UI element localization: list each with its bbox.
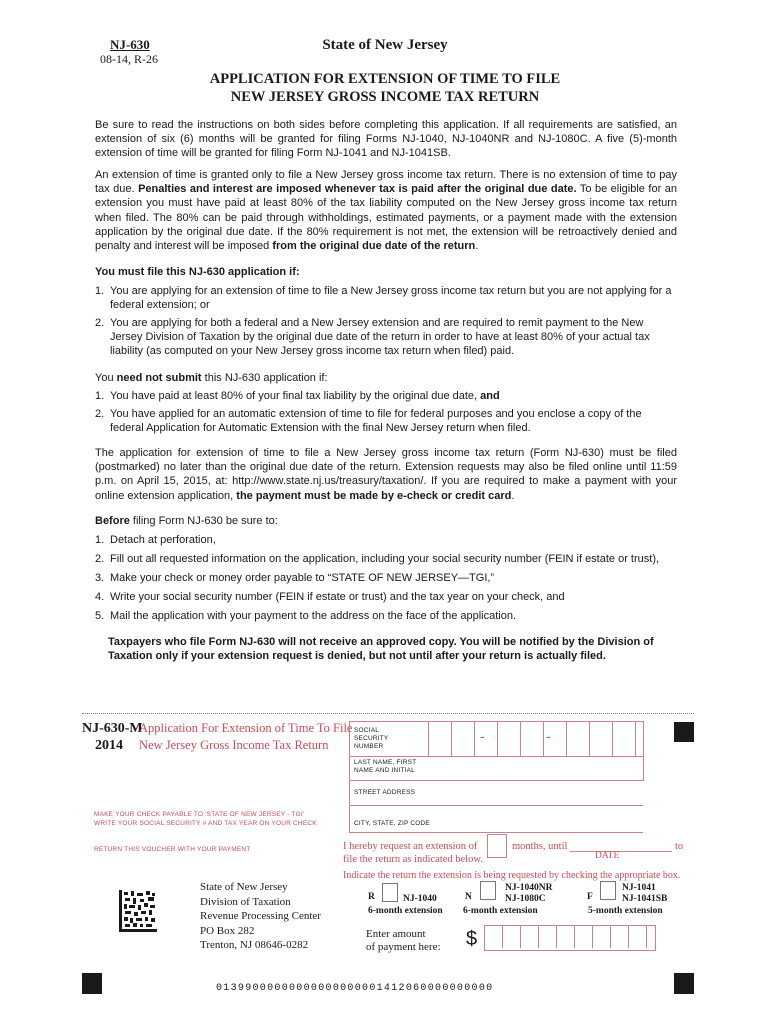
p2-bold-penalties: Penalties and interest are imposed whenever tax is paid after the original due date. xyxy=(138,183,577,196)
2d-barcode-icon xyxy=(119,890,157,932)
online-filing-paragraph xyxy=(95,446,677,503)
option-n-letter: N xyxy=(465,892,472,902)
online-end: . xyxy=(511,489,515,502)
need-not-item-2 xyxy=(95,407,677,435)
must-file-item-2 xyxy=(95,316,677,359)
item-number: 1. xyxy=(95,390,105,402)
amount-input[interactable] xyxy=(484,925,656,951)
before-item-2: 2. Fill out all requested information on the application, including your social security number (FEIN if estate or trust), xyxy=(95,552,677,566)
approval-notice: Taxpayers who file Form NJ-630 will not receive an approved copy. You will be notified by the Division of Taxation only if your extension request is denied, but not until after your return is actually filed. xyxy=(108,636,654,663)
need-not-heading xyxy=(95,371,677,385)
item-text: Fill out all requested information on the application, including your social security number (FEIN if estate or trust), xyxy=(110,553,660,565)
voucher-form-number: NJ-630-M xyxy=(82,721,143,736)
option-f-period: 5-month extension xyxy=(588,906,663,916)
voucher-title: Application For Extension of Time To File xyxy=(139,721,353,735)
option-f-form-2: NJ-1041SB xyxy=(622,894,668,904)
before-heading xyxy=(95,514,677,528)
ssn-label: SOCIAL SECURITY NUMBER xyxy=(354,727,389,750)
p2-text-c: To be eligible for an extension you must have paid at least 80% of the tax liability computed on the New Jersey gross income tax return when filed. The 80% can be paid through withholdings, estimated payments, or a payment made with the extension application by the original due date. If the 80% requirement is not met, the extension will be retroactively denied and penalty and interest will be imposed xyxy=(95,183,677,253)
intro-paragraph: Be sure to read the instructions on both sides before completing this application. If all requirements are satisfied, an extension of six (6) months will be granted for filing Forms NJ-1040, NJ-1040NR and NJ-1080C. A five (5)-month extension of time will be granted for filing Form NJ-1041 and NJ-1041SB. xyxy=(95,119,677,160)
amount-label-1: Enter amount xyxy=(366,928,426,940)
before-item-5: 5. Mail the application with your payment to the address on the face of the application. xyxy=(95,609,677,623)
date-input[interactable] xyxy=(570,851,672,852)
online-text: The application for extension of time to file a New Jersey gross income tax return (Form NJ-630) must be filed (postmarked) no later than the original due date of the return. Extension requests may also be filed online until 11:59 p.m. on April 15, 2015, at: http://www.state.nj.us/treasury/taxation/. If you are required to make a payment with your online extension application, xyxy=(95,447,677,502)
need-not-item-1 xyxy=(95,389,677,403)
before-item-1: 1. Detach at perforation, xyxy=(95,533,677,547)
city-field[interactable] xyxy=(349,806,643,833)
item-text: You are applying for an extension of time to file a New Jersey gross income tax return but you are not applying for a federal extension; or xyxy=(110,285,672,312)
option-r-checkbox[interactable] xyxy=(382,883,398,902)
ssn-dash-1: - xyxy=(480,728,485,744)
option-r-form: NJ-1040 xyxy=(403,894,437,904)
ssn-digit-boxes[interactable] xyxy=(428,722,643,756)
title-line-2: NEW JERSEY GROSS INCOME TAX RETURN xyxy=(230,89,540,105)
mailing-address xyxy=(200,880,321,953)
must-file-item-1 xyxy=(95,284,677,312)
item-number: 1. xyxy=(95,285,105,297)
need-not-bold: need not submit xyxy=(116,372,202,384)
item-text: You have applied for an automatic extension of time to file for federal purposes and you enclose a copy of the federal Application for Automatic Extension with the final New Jersey return when filed. xyxy=(110,408,642,435)
address-line: State of New Jersey xyxy=(200,881,288,893)
option-r-letter: R xyxy=(368,892,375,902)
p2-text-a: An extension of time is granted only to file a New Jersey gross income tax return. There is no extension of time to pay tax due. xyxy=(95,169,677,196)
option-n-period: 6-month extension xyxy=(463,906,538,916)
name-field[interactable] xyxy=(349,756,644,781)
item-text: You have paid at least 80% of your final tax liability by the original due date, xyxy=(110,390,478,402)
request-text-c: to xyxy=(675,841,684,852)
must-file-heading: You must file this NJ-630 application if: xyxy=(95,266,300,278)
before-bold: Before xyxy=(95,515,130,527)
request-text-d: file the return as indicated below. xyxy=(343,854,483,865)
before-rest: filing Form NJ-630 be sure to: xyxy=(132,515,278,527)
return-voucher-note: RETURN THIS VOUCHER WITH YOUR PAYMENT xyxy=(94,846,251,853)
registration-mark xyxy=(674,973,694,994)
p2-end: . xyxy=(475,240,479,253)
p2-bold-due-date: from the original due date of the return xyxy=(272,240,476,253)
option-r-period: 6-month extension xyxy=(368,906,443,916)
street-field[interactable] xyxy=(349,781,643,806)
form-revision: 08-14, R-26 xyxy=(100,52,158,66)
option-f-form-1: NJ-1041 xyxy=(622,883,656,893)
scanline-number: 01399000000000000000001412060000000000 xyxy=(216,983,494,994)
voucher-year: 2014 xyxy=(95,738,123,753)
perforation-line xyxy=(82,713,694,714)
option-n-form-2: NJ-1080C xyxy=(505,894,546,904)
online-bold: the payment must be made by e-check or credit card xyxy=(236,489,512,502)
voucher-subtitle: New Jersey Gross Income Tax Return xyxy=(139,738,329,752)
address-line: Division of Taxation xyxy=(200,895,291,908)
form-number: NJ-630 xyxy=(110,37,150,52)
title-line-1: APPLICATION FOR EXTENSION OF TIME TO FILE xyxy=(209,71,561,87)
address-line: Revenue Processing Center xyxy=(200,910,321,922)
months-input[interactable] xyxy=(487,834,507,858)
dollar-sign: $ xyxy=(466,928,478,950)
item-text: Mail the application with your payment to the address on the face of the application. xyxy=(110,610,517,622)
indicate-instruction: Indicate the return the extension is being requested by checking the appropriate box. xyxy=(343,870,681,881)
item-text: Write your social security number (FEIN if estate or trust) and the tax year on your check, and xyxy=(110,591,565,603)
option-f-checkbox[interactable] xyxy=(600,881,616,900)
date-label: DATE xyxy=(595,851,620,861)
state-heading: State of New Jersey xyxy=(322,37,448,53)
before-item-3: 3. Make your check or money order payable to “STATE OF NEW JERSEY—TGI,” xyxy=(95,571,677,585)
name-label: LAST NAME, FIRST NAME AND INITIAL xyxy=(354,759,417,774)
item-text: You are applying for both a federal and a New Jersey extension and are required to remit payment to the New Jersey Division of Taxation by the original due date of the return in order to have at least 80% of your actual tax liability (as computed on your New Jersey gross income tax return when filed) paid. xyxy=(110,317,650,358)
item-text: Make your check or money order payable to “STATE OF NEW JERSEY—TGI,” xyxy=(110,572,495,584)
item-bold-and: and xyxy=(480,390,500,402)
item-text: Detach at perforation, xyxy=(110,534,216,546)
request-text-a: I hereby request an extension of xyxy=(343,841,478,852)
request-text-b: months, until xyxy=(512,841,568,852)
need-not-post: this NJ-630 application if: xyxy=(204,372,328,384)
extension-paragraph xyxy=(95,168,677,253)
registration-mark xyxy=(674,722,694,742)
option-f-letter: F xyxy=(587,892,593,902)
check-payable-note: MAKE YOUR CHECK PAYABLE TO 'STATE OF NEW JERSEY - TGI' xyxy=(94,811,305,818)
registration-mark xyxy=(82,973,102,994)
amount-label-2: of payment here: xyxy=(366,941,441,953)
city-label: CITY, STATE, ZIP CODE xyxy=(354,820,430,827)
ssn-field[interactable] xyxy=(349,721,644,757)
address-line: PO Box 282 xyxy=(200,924,255,937)
need-not-pre: You xyxy=(95,372,114,384)
address-line: Trenton, NJ 08646-0282 xyxy=(200,939,309,951)
item-number: 2. xyxy=(95,317,105,329)
street-label: STREET ADDRESS xyxy=(354,789,416,796)
ssn-dash-2: - xyxy=(546,728,551,744)
check-ssn-note: WRITE YOUR SOCIAL SECURITY # AND TAX YEAR ON YOUR CHECK xyxy=(94,820,317,827)
option-n-form-1: NJ-1040NR xyxy=(505,883,553,893)
before-item-4: 4. Write your social security number (FEIN if estate or trust) and the tax year on your check, and xyxy=(95,590,677,604)
item-number: 2. xyxy=(95,408,105,420)
option-n-checkbox[interactable] xyxy=(480,881,496,900)
